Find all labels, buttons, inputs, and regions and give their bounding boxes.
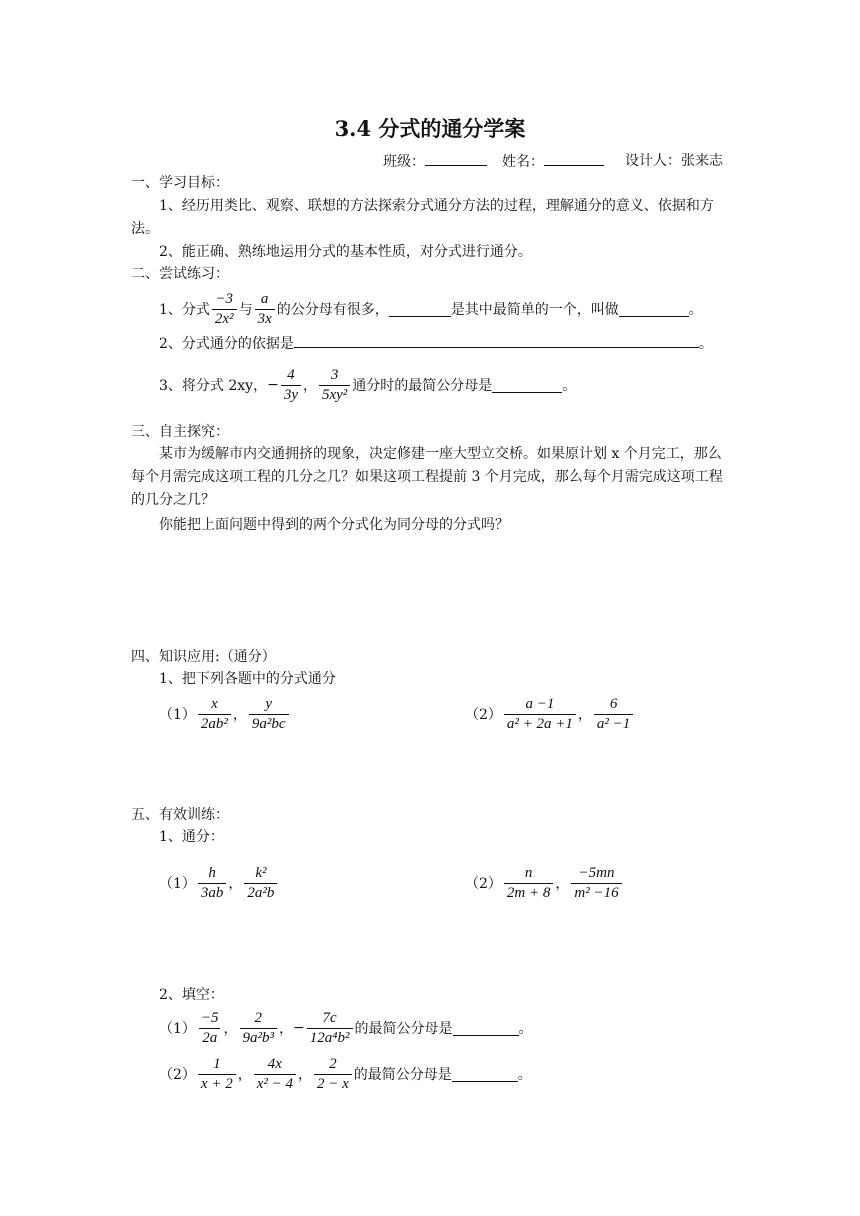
fill-blank-2[interactable] <box>452 1067 518 1082</box>
numerator: −3 <box>215 290 234 307</box>
practice-q2 <box>159 333 713 354</box>
fraction <box>198 1055 236 1094</box>
explore-problem: 某市为缓解市内交通拥挤的现象，决定修建一座大型立交桥。如果原计划 x 个月完工，那么每个月需完成这项工程的几分之几？如果这项工程提前 3 个月完成，那么每个月需完成这项工程的几分之几？ <box>131 446 723 508</box>
practice-q3 <box>159 362 576 408</box>
comma: ， <box>223 1021 238 1037</box>
section-4-heading: 四、知识应用:（通分） <box>131 649 276 665</box>
fill-end: 。 <box>518 1021 533 1037</box>
denominator: a² + 2a +1 <box>504 714 576 734</box>
denominator: 2a²b <box>244 883 277 903</box>
denominator: 2m + 8 <box>504 883 553 903</box>
numerator: 4x <box>267 1055 282 1072</box>
numerator: 3 <box>330 366 339 383</box>
q1-prefix: 1、分式 <box>159 302 210 318</box>
comma: ， <box>577 707 592 723</box>
item-label: （1） <box>159 1021 196 1037</box>
q1-blank-1[interactable] <box>389 302 451 317</box>
fraction <box>198 864 227 903</box>
q1-blank-2[interactable] <box>619 302 689 317</box>
q2-end: 。 <box>698 336 713 352</box>
denominator: 3ab <box>198 883 227 903</box>
numerator: 2 <box>329 1055 337 1072</box>
item-label: （2） <box>465 876 502 892</box>
denominator: 5xy² <box>319 385 350 405</box>
designer-label: 设计人：张来志 <box>625 153 723 169</box>
denominator: 9a²b³ <box>240 1028 278 1048</box>
numerator: 4 <box>287 366 295 383</box>
fill-post: 的最简公分母是 <box>354 1021 453 1037</box>
section-5-sub2: 2、填空： <box>159 987 224 1003</box>
comma: ， <box>297 1067 312 1083</box>
fill-item-2 <box>159 1052 532 1096</box>
q2-text: 2、分式通分的依据是 <box>159 336 294 352</box>
fraction <box>319 366 350 405</box>
apply-item-2 <box>465 692 635 736</box>
fraction <box>281 366 301 405</box>
denominator: 3x <box>255 309 275 329</box>
denominator: 2ab² <box>198 714 231 734</box>
denominator: 12a⁴b² <box>307 1028 353 1048</box>
denominator: 2x² <box>212 309 237 329</box>
numerator: 6 <box>609 695 618 712</box>
numerator: −5 <box>200 1009 219 1026</box>
item-label: （2） <box>465 707 502 723</box>
q2-blank[interactable] <box>294 333 699 348</box>
denominator: a² −1 <box>594 714 633 734</box>
numerator: x <box>211 695 218 712</box>
name-label: 姓名： <box>502 154 544 170</box>
q1-mid2: 是其中最简单的一个，叫做 <box>450 302 619 318</box>
denominator: 2a <box>199 1028 220 1048</box>
section-1-heading: 一、学习目标： <box>131 175 229 191</box>
comma: ， <box>232 707 247 723</box>
q1-end: 。 <box>688 302 703 318</box>
item-label: （1） <box>159 707 196 723</box>
section-5-sub1: 1、通分： <box>159 829 224 845</box>
denominator: 2 − x <box>314 1074 352 1094</box>
section-4-sub: 1、把下列各题中的分式通分 <box>159 671 336 687</box>
numerator: 2 <box>254 1009 263 1026</box>
fraction <box>307 1009 353 1048</box>
fraction <box>594 695 633 734</box>
numerator: h <box>208 864 216 881</box>
goal-1: 1、经历用类比、观察、联想的方法探索分式通分方法的过程，理解通分的意义、依据和方法。 <box>131 198 714 237</box>
fraction <box>504 695 576 734</box>
fraction <box>198 1009 222 1048</box>
name-field <box>502 151 604 172</box>
numerator: y <box>265 695 273 712</box>
denominator: 9a²bc <box>249 714 289 734</box>
numerator: 7c <box>322 1009 337 1026</box>
class-blank[interactable] <box>425 151 487 166</box>
q3-prefix: 3、将分式 2xy， <box>159 378 268 394</box>
fraction <box>255 290 275 329</box>
item-label: （2） <box>159 1067 196 1083</box>
fraction <box>249 695 289 734</box>
section-5-heading: 五、有效训练： <box>131 807 229 823</box>
fraction <box>212 290 237 329</box>
comma: ， <box>555 876 570 892</box>
numerator: 1 <box>213 1055 221 1072</box>
fraction <box>504 864 553 903</box>
q3-end: 。 <box>562 378 577 394</box>
fraction <box>314 1055 352 1094</box>
apply-item-1 <box>159 692 291 736</box>
explore-question: 你能把上面问题中得到的两个分式化为同分母的分式吗？ <box>159 517 509 533</box>
q3-post: 通分时的最简公分母是 <box>352 378 493 394</box>
practice-q1 <box>159 287 703 331</box>
comma: ， <box>302 378 317 394</box>
numerator: −5mn <box>578 864 615 881</box>
minus-sign: − <box>267 377 279 393</box>
goal-2: 2、能正确、熟练地运用分式的基本性质，对分式进行通分。 <box>159 244 532 260</box>
denominator: x² − 4 <box>254 1074 296 1094</box>
fraction <box>254 1055 296 1094</box>
section-2-heading: 二、尝试练习： <box>131 266 229 282</box>
fill-blank-1[interactable] <box>453 1021 519 1036</box>
page-title: 3.4 分式的通分学案 <box>334 116 526 141</box>
q1-mid: 的公分母有很多， <box>276 302 389 318</box>
q1-and: 与 <box>238 302 253 318</box>
denominator: m² −16 <box>571 883 621 903</box>
numerator: k² <box>255 864 267 881</box>
fraction <box>240 1009 278 1048</box>
class-field <box>383 151 487 172</box>
fraction <box>571 864 621 903</box>
denominator: x + 2 <box>198 1074 236 1094</box>
q3-blank[interactable] <box>492 378 562 393</box>
minus-sign: − <box>293 1020 305 1036</box>
comma: ， <box>228 876 243 892</box>
fill-end: 。 <box>517 1067 532 1083</box>
numerator: n <box>524 864 533 881</box>
numerator: a <box>260 290 269 307</box>
item-label: （1） <box>159 876 196 892</box>
class-label: 班级： <box>383 154 425 170</box>
name-blank[interactable] <box>544 151 604 166</box>
train-item-1 <box>159 860 279 906</box>
denominator: 3y <box>281 385 301 405</box>
numerator: a −1 <box>525 695 555 712</box>
comma: ， <box>237 1067 252 1083</box>
train-item-2 <box>465 860 624 906</box>
section-3-heading: 三、自主探究： <box>131 424 229 440</box>
fraction <box>198 695 231 734</box>
fraction <box>244 864 277 903</box>
fill-item-1 <box>159 1006 533 1050</box>
fill-post: 的最简公分母是 <box>353 1067 452 1083</box>
comma: ， <box>279 1021 294 1037</box>
